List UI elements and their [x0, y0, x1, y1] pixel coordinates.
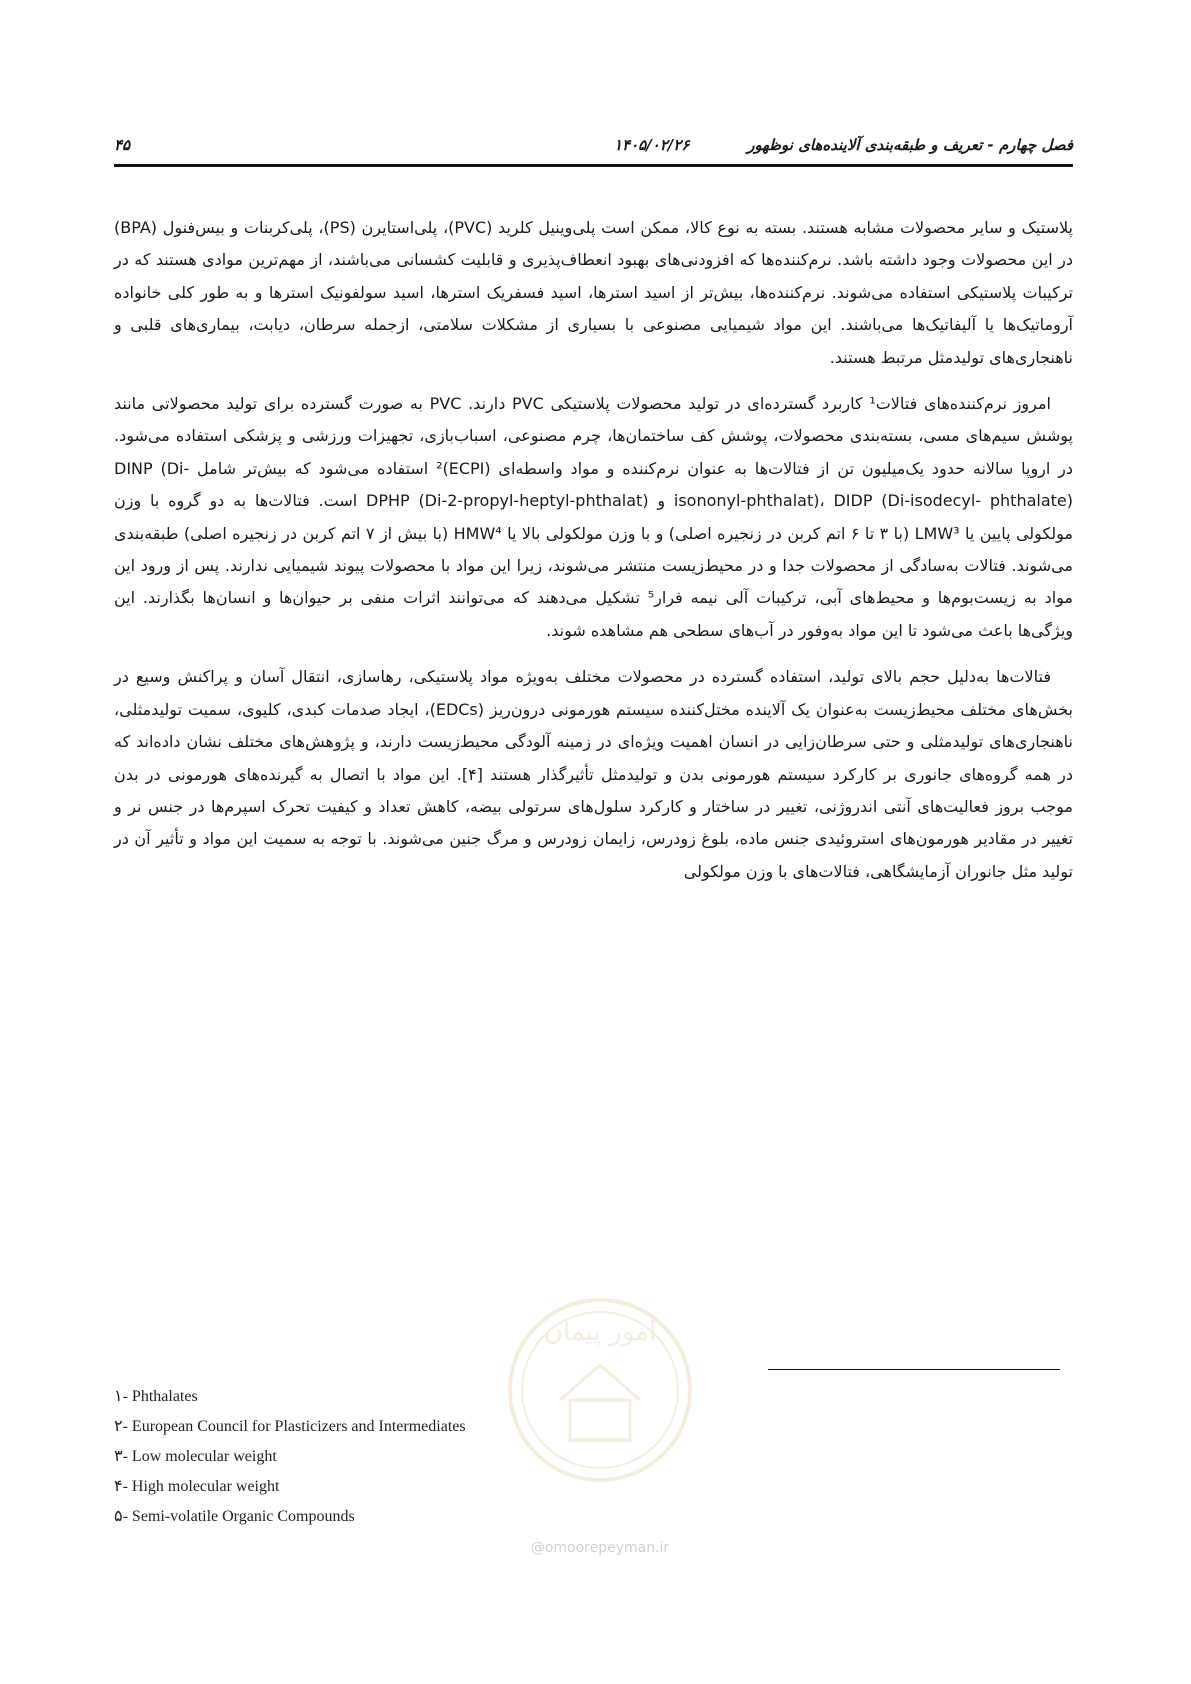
paragraph-3: فتالات‌ها به‌دلیل حجم بالای تولید، استفاده گسترده در محصولات مختلف به‌ویژه مواد پلاستیکی، رهاسازی، انتقال آسان و پراکنش وسیع در بخش‌های مختلف محیط‌زیست به‌عنوان یک آلاینده مختل‌کننده سیستم هورمونی درون‌ریز (EDCs)، ایجاد صدمات کبدی، کلیوی، سمیت تولیدمثلی، ناهنجاری‌های تولیدمثلی و حتی سرطان‌زایی در انسان اهمیت ویژه‌ای در زمینه آلودگی محیط‌زیست دارند، و پژوهش‌های مختلف نشان داده‌اند که در همه گروه‌های جانوری بر کارکرد سیستم هورمونی بدن و تولیدمثل تأثیرگذار هستند [۴]. این مواد با اتصال به گیرنده‌های هورمونی در بدن موجب بروز فعالیت‌های آنتی اندروژنی، تغییر در ساختار و کارکرد سلول‌های سرتولی بیضه، کاهش تعداد و کیفیت تحرک اسپرم‌ها در جنس نر و تغییر در مقادیر هورمون‌های استروئیدی جنس ماده، بلوغ زودرس، زایمان زودرس و مرگ جنین می‌شوند. با توجه به سمیت این مواد و تأثیر آن در تولید مثل جانوران آزمایشگاهی، فتالات‌های با وزن مولکولی — [114, 667, 1074, 881]
watermark-logo-text: امور پیمان — [543, 1317, 657, 1347]
chapter-title: فصل چهارم - تعریف و طبقه‌بندی آلاینده‌های نوظهور — [747, 136, 1073, 154]
footnote-1: ۱- Phthalates — [114, 1388, 198, 1405]
body-text — [114, 212, 1073, 902]
header-date: ۱۴۰۵/۰۲/۲۶ — [613, 136, 690, 154]
footnote-divider — [768, 1369, 1060, 1370]
page-header — [114, 132, 1073, 167]
watermark-site: @omoorepeyman.ir — [530, 1540, 670, 1556]
footnote-5: ۵- Semi-volatile Organic Compounds — [114, 1508, 355, 1525]
page-number: ۴۵ — [114, 136, 131, 154]
paragraph-1: پلاستیک و سایر محصولات مشابه هستند. بسته به نوع کالا، ممکن است پلی‌وینیل کلرید (PVC)، پلی‌استایرن (PS)، پلی‌کربنات و بیس‌فنول (BPA) در این محصولات وجود داشته باشد. نرم‌کننده‌ها که افزودنی‌های بهبود انعطاف‌پذیری و قابلیت کشسانی می‌باشند، از مهم‌ترین موادی هستند که در ترکیبات پلاستیکی استفاده می‌شوند. نرم‌کننده‌ها، بیش‌تر از اسید استرها، اسید فسفریک استرها، اسید سولفونیک استرها و به طور کلی خانواده آروماتیک‌ها یا آلیفاتیک‌ها می‌باشند. این مواد شیمیایی مصنوعی با بسیاری از مشکلات سلامتی، ازجمله سرطان، دیابت، بیماری‌های قلبی و ناهنجاری‌های تولیدمثل مرتبط هستند. — [114, 218, 1073, 367]
footnote-2: ۲- European Council for Plasticizers and Intermediates — [114, 1418, 466, 1435]
footnotes — [114, 1382, 714, 1532]
footnote-4: ۴- High molecular weight — [114, 1478, 280, 1495]
paragraph-2: امروز نرم‌کننده‌های فتالات¹ کاربرد گسترده‌ای در تولید محصولات پلاستیکی PVC دارند. PVC به صورت گسترده برای تولید محصولاتی مانند پوشش سیم‌های مسی، بسته‌بندی محصولات، پوشش کف ساختمان‌ها، چرم مصنوعی، اسباب‌بازی، تجهیزات ورزشی و پزشکی استفاده می‌شود. در اروپا سالانه حدود یک‌میلیون تن از فتالات‌ها به عنوان نرم‌کننده و مواد واسطه‌ای (ECPI)² استفاده می‌شود که بیش‌تر شامل DINP (Di-isononyl-phthalat)، DIDP (Di-isodecyl- phthalate) و DPHP (Di-2-propyl-heptyl-phthalat) است. فتالات‌ها به دو گروه با وزن مولکولی پایین یا LMW³ (با ۳ تا ۶ اتم کربن در زنجیره اصلی) و با وزن مولکولی بالا یا HMW⁴ (با بیش از ۷ اتم کربن در زنجیره اصلی) طبقه‌بندی می‌شوند. فتالات به‌سادگی از محصولات جدا و در محیط‌زیست منتشر می‌شوند، زیرا این مواد با محصولات پیوند شیمیایی ندارند. پس از ورود این مواد به زیست‌بوم‌ها و محیط‌های آبی، ترکیبات آلی نیمه فرار⁵ تشکیل می‌دهند که می‌توانند اثرات منفی بر حیوان‌ها و انسان‌ها بگذارند. این ویژگی‌ها باعث می‌شود تا این مواد به‌وفور در آب‌های سطحی هم مشاهده شوند. — [114, 394, 1074, 640]
footnote-3: ۳- Low molecular weight — [114, 1448, 277, 1465]
